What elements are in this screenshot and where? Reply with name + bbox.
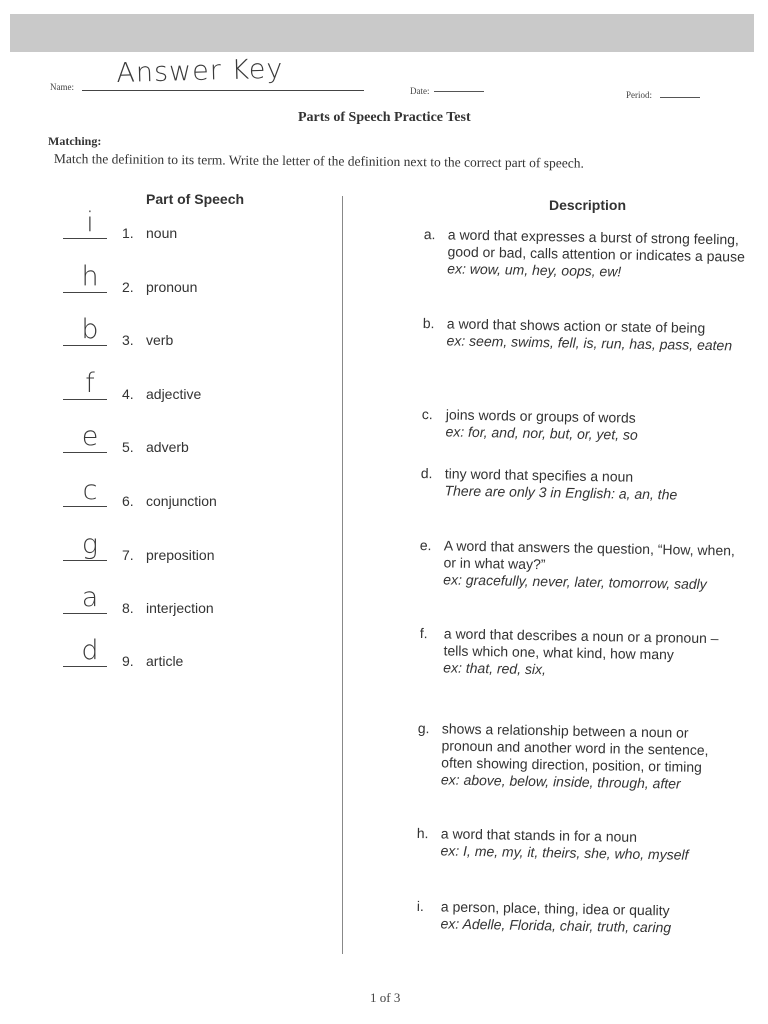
item-number: 6. xyxy=(122,493,134,509)
term: pronoun xyxy=(146,279,198,295)
term: preposition xyxy=(146,547,215,563)
description-letter: a. xyxy=(423,226,436,243)
term: noun xyxy=(146,225,178,241)
description-example: ex: Adelle, Florida, chair, truth, caring xyxy=(440,915,672,936)
description-letter: g. xyxy=(417,720,430,737)
description-text: tiny word that specifies a noun xyxy=(444,465,634,485)
description-text: a person, place, thing, idea or quality xyxy=(440,898,670,919)
description-example: ex: for, and, nor, but, or, yet, so xyxy=(445,423,638,443)
answer-letter: a xyxy=(81,582,99,613)
name-value-handwritten: Answer Key xyxy=(116,53,284,89)
description-text: shows a relationship between a noun or pronoun and another word in the sentence, often showing direction, position, or timing xyxy=(441,720,709,775)
description-example: ex: gracefully, never, later, tomorrow, sadly xyxy=(443,571,707,593)
item-number: 8. xyxy=(122,600,134,616)
description-body xyxy=(441,720,742,793)
date-label: Date: xyxy=(410,86,430,96)
description-letter: i. xyxy=(416,898,424,915)
answer-blank xyxy=(63,238,107,239)
description-text: a word that describes a noun or a pronoun – tells which one, what kind, how many xyxy=(443,625,719,663)
section-label: Matching: xyxy=(48,134,102,148)
list-item xyxy=(0,314,340,359)
answer-blank xyxy=(63,666,107,667)
term: article xyxy=(146,653,184,669)
list-item xyxy=(0,529,340,574)
period-line xyxy=(660,97,700,98)
description-example: ex: above, below, inside, through, after xyxy=(440,771,681,792)
page-title: Parts of Speech Practice Test xyxy=(298,110,471,125)
description-body xyxy=(447,226,748,282)
name-line xyxy=(82,90,364,91)
answer-letter: h xyxy=(81,261,99,292)
answer-letter: g xyxy=(81,529,99,560)
term: verb xyxy=(146,332,174,348)
list-item xyxy=(0,207,340,252)
answer-blank xyxy=(63,345,107,346)
answer-blank xyxy=(63,292,107,293)
list-item xyxy=(0,421,340,466)
item-number: 3. xyxy=(122,332,134,348)
column-divider xyxy=(342,196,343,954)
description-text: a word that stands in for a noun xyxy=(440,825,638,845)
answer-blank xyxy=(63,452,107,453)
item-number: 2. xyxy=(122,279,134,295)
description-example: ex: wow, um, hey, oops, ew! xyxy=(447,260,622,280)
description-example: ex: I, me, my, it, theirs, she, who, myself xyxy=(440,842,689,863)
answer-letter: f xyxy=(85,368,95,399)
answer-blank xyxy=(63,399,107,400)
term: adverb xyxy=(146,439,189,455)
description-text: a word that shows action or state of being xyxy=(446,315,706,336)
description-example: There are only 3 in English: a, an, the xyxy=(444,482,678,503)
scan-shadow-bar xyxy=(10,14,754,52)
description-example: ex: that, red, six, xyxy=(443,659,547,678)
term: interjection xyxy=(146,600,214,616)
description-letter: c. xyxy=(421,406,433,423)
answer-letter: d xyxy=(81,635,99,666)
description-body xyxy=(443,625,744,681)
item-number: 4. xyxy=(122,386,134,402)
description-header: Description xyxy=(549,197,627,213)
description-letter: h. xyxy=(416,825,429,842)
description-body xyxy=(445,406,746,445)
description-text: a word that expresses a burst of strong feeling, good or bad, calls attention or indicates a pause xyxy=(447,226,745,265)
description-text: joins words or groups of words xyxy=(445,406,636,426)
period-label: Period: xyxy=(626,90,652,100)
list-item xyxy=(0,635,340,680)
part-of-speech-header: Part of Speech xyxy=(146,191,245,207)
date-line xyxy=(434,91,484,92)
answer-letter: i xyxy=(86,207,94,238)
description-body xyxy=(440,898,741,937)
description-body xyxy=(443,537,744,593)
answer-letter: c xyxy=(82,475,98,506)
instructions: Match the definition to its term. Write the letter of the definition next to the correct part of speech. xyxy=(53,151,585,171)
answer-letter: b xyxy=(81,314,99,345)
name-label: Name: xyxy=(50,82,74,92)
list-item xyxy=(0,261,340,306)
item-number: 9. xyxy=(122,653,134,669)
description-letter: b. xyxy=(422,315,435,332)
description-body xyxy=(440,825,741,864)
answer-letter: e xyxy=(81,421,99,452)
term: conjunction xyxy=(146,493,217,509)
page-number: 1 of 3 xyxy=(370,990,401,1005)
item-number: 7. xyxy=(122,547,134,563)
description-example: ex: seem, swims, fell, is, run, has, pass, eaten xyxy=(446,332,733,354)
description-letter: e. xyxy=(419,537,432,554)
description-letter: f. xyxy=(419,625,428,642)
item-number: 5. xyxy=(122,439,134,455)
answer-blank xyxy=(63,506,107,507)
description-body xyxy=(444,465,745,504)
list-item xyxy=(0,475,340,520)
term: adjective xyxy=(146,386,202,402)
description-text: A word that answers the question, “How, when, or in what way?” xyxy=(443,537,735,573)
description-body xyxy=(446,315,747,354)
list-item xyxy=(0,368,340,413)
answer-blank xyxy=(63,560,107,561)
answer-blank xyxy=(63,613,107,614)
description-letter: d. xyxy=(420,465,433,482)
item-number: 1. xyxy=(122,225,134,241)
list-item xyxy=(0,582,340,627)
